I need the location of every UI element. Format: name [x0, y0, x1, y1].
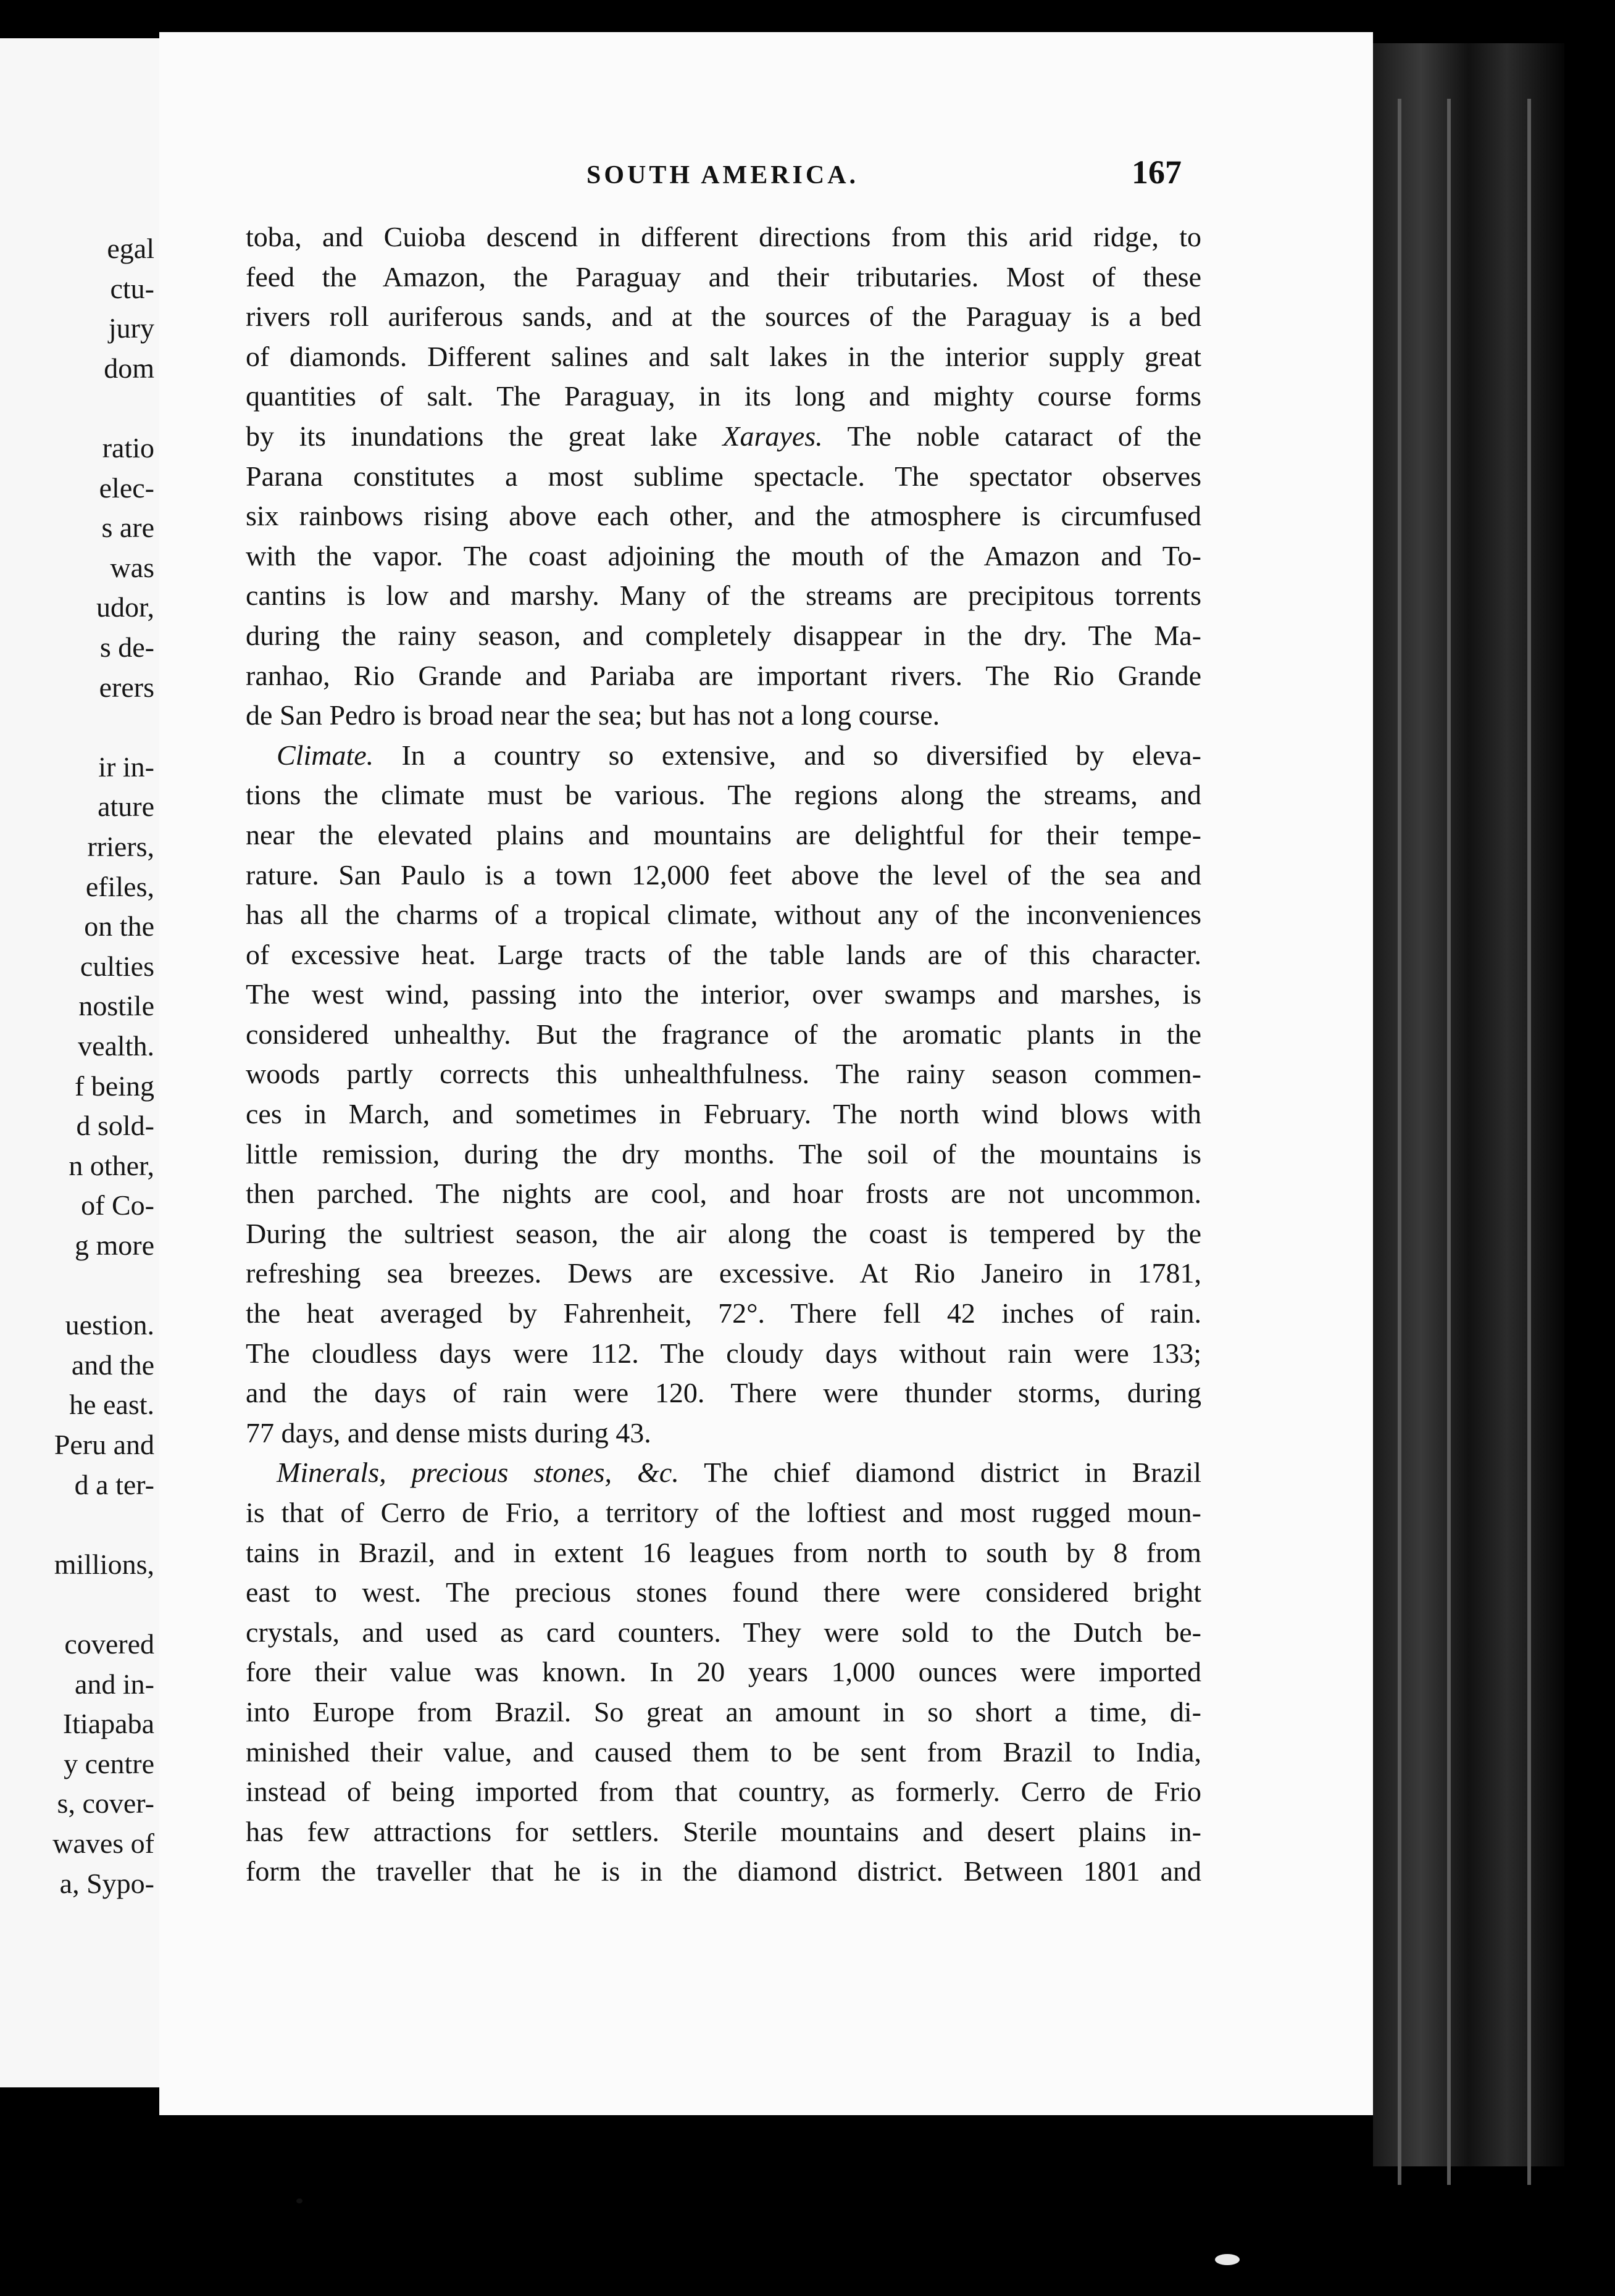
- left-page-line: uestion.: [65, 1309, 154, 1341]
- text-line: [246, 1652, 1201, 1692]
- text-segment: the heat averaged by Fahrenheit, 72°. There fell 42 inches of rain.: [246, 1297, 1201, 1329]
- text-line: [246, 1094, 1201, 1134]
- left-page-line: and in-: [74, 1668, 154, 1700]
- text-line: [246, 1573, 1201, 1613]
- left-page-line: Peru and: [54, 1429, 154, 1460]
- text-line: [246, 217, 1201, 257]
- text-segment: The noble cataract of the: [822, 420, 1201, 452]
- text-line: [246, 935, 1201, 975]
- text-line: [246, 1613, 1201, 1653]
- text-line: [246, 417, 1201, 457]
- left-page-line: s, cover-: [57, 1787, 154, 1820]
- left-page-line: he east.: [69, 1389, 154, 1421]
- text-segment: ranhao, Rio Grande and Pariaba are important rivers. The Rio Grande: [246, 659, 1201, 691]
- text-line: [246, 1692, 1201, 1732]
- text-segment: is that of Cerro de Frio, a territory of the loftiest and most rugged moun-: [246, 1497, 1201, 1528]
- running-head: SOUTH AMERICA.: [586, 161, 859, 189]
- left-page-line: ature: [98, 791, 154, 823]
- text-segment: The chief diamond district in Brazil: [678, 1457, 1201, 1489]
- text-line: [246, 337, 1201, 377]
- left-page-line: g more: [74, 1229, 154, 1261]
- text-segment: considered unhealthy. But the fragrance of the aromatic plants in the: [246, 1018, 1201, 1050]
- text-segment: refreshing sea breezes. Dews are excessive. At Rio Janeiro in 1781,: [246, 1257, 1201, 1289]
- left-page-line: jury: [108, 312, 154, 344]
- text-line: [246, 1413, 1201, 1454]
- left-page-line: s de-: [99, 631, 154, 663]
- text-segment: The west wind, passing into the interior, over swamps and marshes, is: [246, 978, 1201, 1010]
- left-page-line: n other,: [69, 1149, 154, 1181]
- text-line: [246, 736, 1201, 776]
- left-page-line: and the: [71, 1349, 154, 1381]
- text-segment: has few attractions for settlers. Sterile mountains and desert plains in-: [246, 1815, 1201, 1847]
- text-segment: de San Pedro is broad near the sea; but has not a long course.: [246, 699, 940, 731]
- text-line: [246, 616, 1201, 656]
- text-segment: into Europe from Brazil. So great an amount in so short a time, di-: [246, 1695, 1201, 1728]
- text-line: [246, 1453, 1201, 1493]
- text-segment: fore their value was known. In 20 years 1,000 ounces were imported: [246, 1656, 1201, 1688]
- left-page-line: vealth.: [78, 1030, 154, 1062]
- text-segment: during the rainy season, and completely disappear in the dry. The Ma-: [246, 619, 1201, 651]
- left-page-line: ctu-: [110, 272, 154, 304]
- text-segment: rivers roll auriferous sands, and at the sources of the Paraguay is a bed: [246, 301, 1201, 333]
- text-line: [246, 536, 1201, 576]
- text-line: [246, 1812, 1201, 1852]
- text-segment: quantities of salt. The Paraguay, in its long and mighty course forms: [246, 380, 1201, 412]
- text-line: [246, 895, 1201, 935]
- text-segment: crystals, and used as card counters. They were sold to the Dutch be-: [246, 1616, 1201, 1648]
- text-segment: six rainbows rising above each other, and the atmosphere is circumfused: [246, 500, 1201, 532]
- text-segment: of excessive heat. Large tracts of the table lands are of this character.: [246, 938, 1201, 970]
- italic-text-segment: Xarayes.: [722, 420, 823, 452]
- text-segment: minished their value, and caused them to be sent from Brazil to India,: [246, 1736, 1201, 1768]
- left-page-line: was: [110, 551, 154, 583]
- text-segment: of diamonds. Different salines and salt lakes in the interior supply great: [246, 340, 1201, 372]
- left-page-line: elec-: [99, 472, 154, 504]
- text-line: [246, 297, 1201, 337]
- text-segment: then parched. The nights are cool, and hoar frosts are not uncommon.: [246, 1178, 1201, 1210]
- scan-speck: [1215, 2254, 1240, 2265]
- text-segment: east to west. The precious stones found there were considered bright: [246, 1576, 1201, 1608]
- text-segment: little remission, during the dry months. The soil of the mountains is: [246, 1138, 1201, 1170]
- text-line: [246, 457, 1201, 497]
- text-segment: ces in March, and sometimes in February. The north wind blows with: [246, 1098, 1201, 1130]
- text-segment: During the sultriest season, the air along the coast is tempered by the: [246, 1217, 1201, 1249]
- text-line: [246, 1214, 1201, 1254]
- text-line: [246, 257, 1201, 297]
- text-line: [246, 1134, 1201, 1175]
- text-segment: by its inundations the great lake: [246, 420, 698, 452]
- left-page-line: d sold-: [76, 1110, 154, 1142]
- text-segment: tains in Brazil, and in extent 16 leagues from north to south by 8 from: [246, 1536, 1201, 1568]
- left-page-line: a, Sypo-: [59, 1867, 154, 1899]
- left-page-line: egal: [107, 233, 154, 264]
- text-line: [246, 815, 1201, 855]
- text-line: [246, 1174, 1201, 1214]
- left-page-line: covered: [64, 1628, 154, 1660]
- text-line: [246, 696, 1201, 736]
- text-line: [246, 1373, 1201, 1413]
- text-segment: has all the charms of a tropical climate, without any of the inconveniences: [246, 899, 1201, 931]
- text-line: [246, 1334, 1201, 1374]
- text-line: [246, 1852, 1201, 1892]
- left-page-line: rriers,: [87, 831, 154, 862]
- text-line: [246, 656, 1201, 696]
- text-segment: instead of being imported from that country, as formerly. Cerro de Frio: [246, 1776, 1201, 1808]
- text-segment: tions the climate must be various. The regions along the streams, and: [246, 779, 1201, 811]
- left-page-line: of Co-: [81, 1189, 154, 1221]
- text-line: [246, 1254, 1201, 1294]
- left-page-line: efiles,: [85, 870, 154, 902]
- text-segment: woods partly corrects this unhealthfulness. The rainy season commen-: [246, 1058, 1201, 1090]
- left-page-line: waves of: [52, 1828, 154, 1859]
- left-page-line: culties: [80, 950, 154, 982]
- text-line: [246, 1772, 1201, 1812]
- text-line: [246, 576, 1201, 616]
- text-segment: cantins is low and marshy. Many of the streams are precipitous torrents: [246, 580, 1201, 612]
- text-segment: with the vapor. The coast adjoining the mouth of the Amazon and To-: [246, 539, 1201, 572]
- left-page-line: Itiapaba: [62, 1708, 154, 1740]
- text-segment: 77 days, and dense mists during 43.: [246, 1416, 651, 1449]
- left-page-line: erers: [99, 671, 154, 703]
- italic-text-segment: Climate.: [277, 739, 374, 771]
- page-edge-line: [1527, 99, 1531, 2185]
- text-line: [246, 1294, 1201, 1334]
- page-edge-stack: [1373, 43, 1564, 2166]
- text-segment: In a country so extensive, and so diversified by eleva-: [373, 739, 1201, 771]
- text-line: [246, 855, 1201, 896]
- text-segment: near the elevated plains and mountains are delightful for their tempe-: [246, 818, 1201, 851]
- left-page-line: y centre: [64, 1747, 154, 1779]
- left-page-line: udor,: [96, 591, 154, 623]
- scan-speck: [296, 2198, 303, 2203]
- page-number: 167: [1132, 154, 1182, 191]
- text-line: [246, 496, 1201, 536]
- text-segment: form the traveller that he is in the diamond district. Between 1801 and: [246, 1855, 1201, 1887]
- text-segment: and the days of rain were 120. There were thunder storms, during: [246, 1377, 1201, 1409]
- page-edge-line: [1447, 99, 1451, 2185]
- text-segment: rature. San Paulo is a town 12,000 feet above the level of the sea and: [246, 859, 1201, 891]
- text-line: [246, 1533, 1201, 1573]
- left-page-line: s are: [101, 512, 154, 544]
- text-line: [246, 975, 1201, 1015]
- text-line: [246, 1732, 1201, 1773]
- left-page-line: ratio: [102, 432, 154, 464]
- text-line: [246, 775, 1201, 815]
- italic-text-segment: Minerals, precious stones, &c.: [277, 1457, 679, 1489]
- text-segment: Parana constitutes a most sublime spectacle. The spectator observes: [246, 460, 1201, 492]
- text-segment: toba, and Cuioba descend in different directions from this arid ridge, to: [246, 221, 1201, 252]
- left-facing-page: [0, 38, 159, 2087]
- text-line: [246, 1054, 1201, 1094]
- page-edge-line: [1398, 99, 1401, 2185]
- text-line: [246, 376, 1201, 417]
- text-segment: feed the Amazon, the Paraguay and their tributaries. Most of these: [246, 260, 1201, 293]
- left-page-line: dom: [104, 352, 154, 384]
- text-line: [246, 1493, 1201, 1533]
- text-line: [246, 1015, 1201, 1055]
- left-page-line: millions,: [54, 1548, 154, 1580]
- body-text: [246, 217, 1201, 1892]
- left-page-line: d a ter-: [74, 1468, 154, 1500]
- left-page-line: f being: [74, 1070, 154, 1102]
- text-segment: The cloudless days were 112. The cloudy days without rain were 133;: [246, 1337, 1201, 1369]
- left-page-line: on the: [84, 910, 154, 942]
- left-page-line: ir in-: [98, 751, 154, 783]
- left-page-line: nostile: [78, 990, 154, 1022]
